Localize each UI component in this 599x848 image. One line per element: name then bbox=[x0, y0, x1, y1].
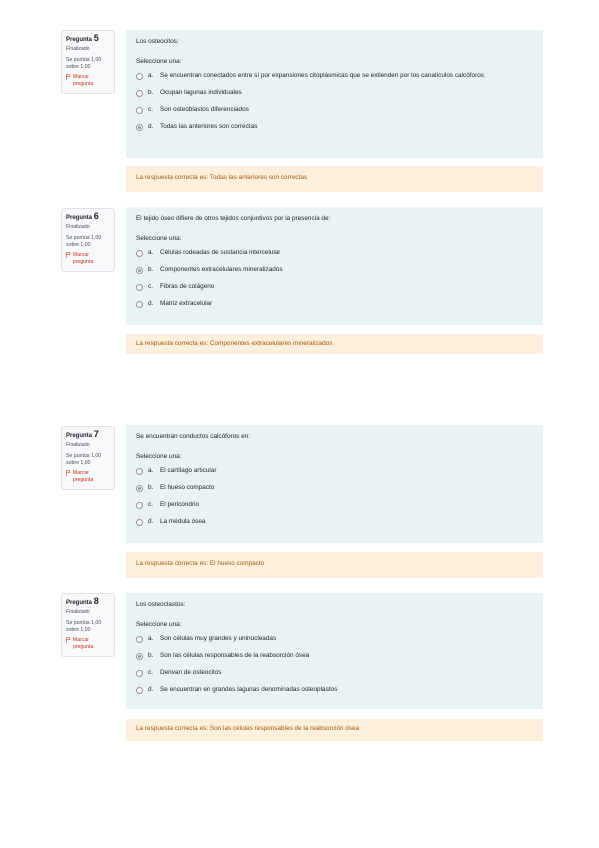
radio-button[interactable] bbox=[136, 636, 143, 643]
question-text: Los osteoclastos: bbox=[136, 601, 186, 608]
option-text: Componentes extracelulares mineralizados bbox=[160, 266, 283, 273]
question-number bbox=[66, 35, 110, 44]
answer-option[interactable] bbox=[136, 106, 533, 114]
question-state: Finalizado bbox=[66, 442, 90, 448]
flag-question-label: Marcar pregunta bbox=[72, 252, 94, 265]
answer-option[interactable] bbox=[136, 518, 533, 526]
radio-button[interactable] bbox=[136, 73, 143, 80]
radio-button[interactable] bbox=[136, 653, 143, 660]
answer-option[interactable] bbox=[136, 467, 533, 475]
question-text: Los osteocitos: bbox=[136, 38, 179, 45]
option-text: Se encuentran en grandes lagunas denominadas osteoplastos bbox=[160, 686, 338, 693]
option-text: El pericondrio bbox=[160, 501, 200, 508]
answer-list bbox=[136, 467, 533, 526]
question-label: Pregunta bbox=[66, 37, 93, 43]
option-text: Se encuentran conectados entre sí por expansiones citoplásmicas que se extienden por los canalículos calcóforos bbox=[160, 72, 484, 79]
question-state: Finalizado bbox=[66, 224, 90, 230]
question-number-value: 6 bbox=[93, 211, 99, 221]
correct-answer-feedback: La respuesta correcta es: Todas las anteriores son correctas bbox=[126, 166, 543, 192]
radio-button[interactable] bbox=[136, 301, 143, 308]
question-label: Pregunta bbox=[66, 600, 93, 606]
option-letter: c. bbox=[148, 669, 153, 676]
flag-icon bbox=[66, 637, 71, 643]
answer-option[interactable] bbox=[136, 283, 533, 291]
option-letter: c. bbox=[148, 501, 153, 508]
option-text: Son células muy grandes y uninucleadas bbox=[160, 635, 277, 642]
question-label: Pregunta bbox=[66, 433, 93, 439]
answer-option[interactable] bbox=[136, 249, 533, 257]
question-grade: Se puntúa 1,00 sobre 1,00 bbox=[66, 235, 102, 248]
answer-option[interactable] bbox=[136, 123, 533, 131]
radio-button[interactable] bbox=[136, 90, 143, 97]
radio-button[interactable] bbox=[136, 107, 143, 114]
answer-option[interactable] bbox=[136, 686, 533, 694]
option-letter: b. bbox=[148, 652, 154, 659]
question-formulation-5 bbox=[126, 30, 543, 158]
option-text: El hueso compacto bbox=[160, 484, 215, 491]
question-grade: Se puntúa 1,00 sobre 1,00 bbox=[66, 57, 102, 70]
option-letter: d. bbox=[148, 686, 154, 693]
option-letter: d. bbox=[148, 518, 154, 525]
radio-button[interactable] bbox=[136, 485, 143, 492]
radio-button[interactable] bbox=[136, 468, 143, 475]
radio-button[interactable] bbox=[136, 519, 143, 526]
answer-option[interactable] bbox=[136, 652, 533, 660]
flag-question-link[interactable] bbox=[66, 252, 110, 266]
answer-prompt: Seleccione una: bbox=[136, 235, 182, 242]
option-letter: d. bbox=[148, 300, 154, 307]
option-letter: a. bbox=[148, 249, 154, 256]
question-state: Finalizado bbox=[66, 609, 90, 615]
answer-option[interactable] bbox=[136, 89, 533, 97]
question-number bbox=[66, 598, 110, 607]
flag-icon bbox=[66, 74, 71, 80]
flag-question-label: Marcar pregunta bbox=[72, 470, 94, 483]
option-text: El cartílago articular bbox=[160, 467, 217, 474]
question-grade: Se puntúa 1,00 sobre 1,00 bbox=[66, 453, 102, 466]
question-number-value: 7 bbox=[93, 429, 99, 439]
flag-icon bbox=[66, 252, 71, 258]
radio-button[interactable] bbox=[136, 670, 143, 677]
option-letter: b. bbox=[148, 266, 154, 273]
flag-question-label: Marcar pregunta bbox=[72, 74, 94, 87]
question-info-5 bbox=[61, 30, 115, 94]
option-letter: b. bbox=[148, 89, 154, 96]
radio-button[interactable] bbox=[136, 687, 143, 694]
answer-option[interactable] bbox=[136, 300, 533, 308]
answer-option[interactable] bbox=[136, 72, 533, 80]
answer-option[interactable] bbox=[136, 635, 533, 643]
flag-question-link[interactable] bbox=[66, 637, 110, 651]
answer-list bbox=[136, 72, 533, 131]
question-number bbox=[66, 431, 110, 440]
correct-answer-feedback: La respuesta correcta es: Componentes extracelulares mineralizados bbox=[126, 334, 543, 354]
option-text: Ocupan lagunas individuales bbox=[160, 89, 242, 96]
answer-option[interactable] bbox=[136, 484, 533, 492]
flag-question-label: Marcar pregunta bbox=[72, 637, 94, 650]
answer-prompt: Seleccione una: bbox=[136, 621, 182, 628]
option-letter: c. bbox=[148, 106, 153, 113]
option-letter: c. bbox=[148, 283, 153, 290]
option-letter: a. bbox=[148, 467, 154, 474]
correct-answer-feedback: La respuesta correcta es: El hueso compacto bbox=[126, 552, 543, 578]
option-letter: a. bbox=[148, 72, 154, 79]
radio-button[interactable] bbox=[136, 502, 143, 509]
answer-list bbox=[136, 635, 533, 694]
question-state: Finalizado bbox=[66, 46, 90, 52]
answer-option[interactable] bbox=[136, 669, 533, 677]
option-text: Matriz extracelular bbox=[160, 300, 213, 307]
answer-prompt: Seleccione una: bbox=[136, 453, 182, 460]
flag-question-link[interactable] bbox=[66, 470, 110, 484]
question-grade: Se puntúa 1,00 sobre 1,00 bbox=[66, 620, 102, 633]
correct-answer-feedback: La respuesta correcta es: Son las células responsables de la reabsorción ósea bbox=[126, 719, 543, 741]
option-letter: a. bbox=[148, 635, 154, 642]
question-info-8 bbox=[61, 593, 115, 657]
question-text: El tejido óseo difiere de otros tejidos conjuntivos por la presencia de: bbox=[136, 215, 331, 222]
question-formulation-6 bbox=[126, 207, 543, 325]
radio-button[interactable] bbox=[136, 284, 143, 291]
radio-button[interactable] bbox=[136, 124, 143, 131]
answer-option[interactable] bbox=[136, 501, 533, 509]
answer-prompt: Seleccione una: bbox=[136, 58, 182, 65]
question-label: Pregunta bbox=[66, 215, 93, 221]
question-info-7 bbox=[61, 426, 115, 490]
question-formulation-8 bbox=[126, 593, 543, 709]
answer-list bbox=[136, 249, 533, 308]
radio-button[interactable] bbox=[136, 267, 143, 274]
option-text: Fibras de colágeno bbox=[160, 283, 215, 290]
flag-icon bbox=[66, 470, 71, 476]
answer-option[interactable] bbox=[136, 266, 533, 274]
option-text: Derivan de osteocitos bbox=[160, 669, 222, 676]
option-letter: b. bbox=[148, 484, 154, 491]
option-text: La médula ósea bbox=[160, 518, 206, 525]
question-number bbox=[66, 213, 110, 222]
question-number-value: 8 bbox=[93, 596, 99, 606]
option-text: Son osteoblastos diferenciados bbox=[160, 106, 249, 113]
option-text: Son las células responsables de la reabsorción ósea bbox=[160, 652, 310, 659]
option-text: Células rodeadas de sustancia intercelular bbox=[160, 249, 281, 256]
radio-button[interactable] bbox=[136, 250, 143, 257]
flag-question-link[interactable] bbox=[66, 74, 110, 88]
question-info-6 bbox=[61, 208, 115, 272]
question-formulation-7 bbox=[126, 425, 543, 543]
question-text: Se encuentran conductos calcóforos en: bbox=[136, 433, 251, 440]
option-letter: d. bbox=[148, 123, 154, 130]
question-number-value: 5 bbox=[93, 33, 99, 43]
option-text: Todas las anteriores son correctas bbox=[160, 123, 258, 130]
